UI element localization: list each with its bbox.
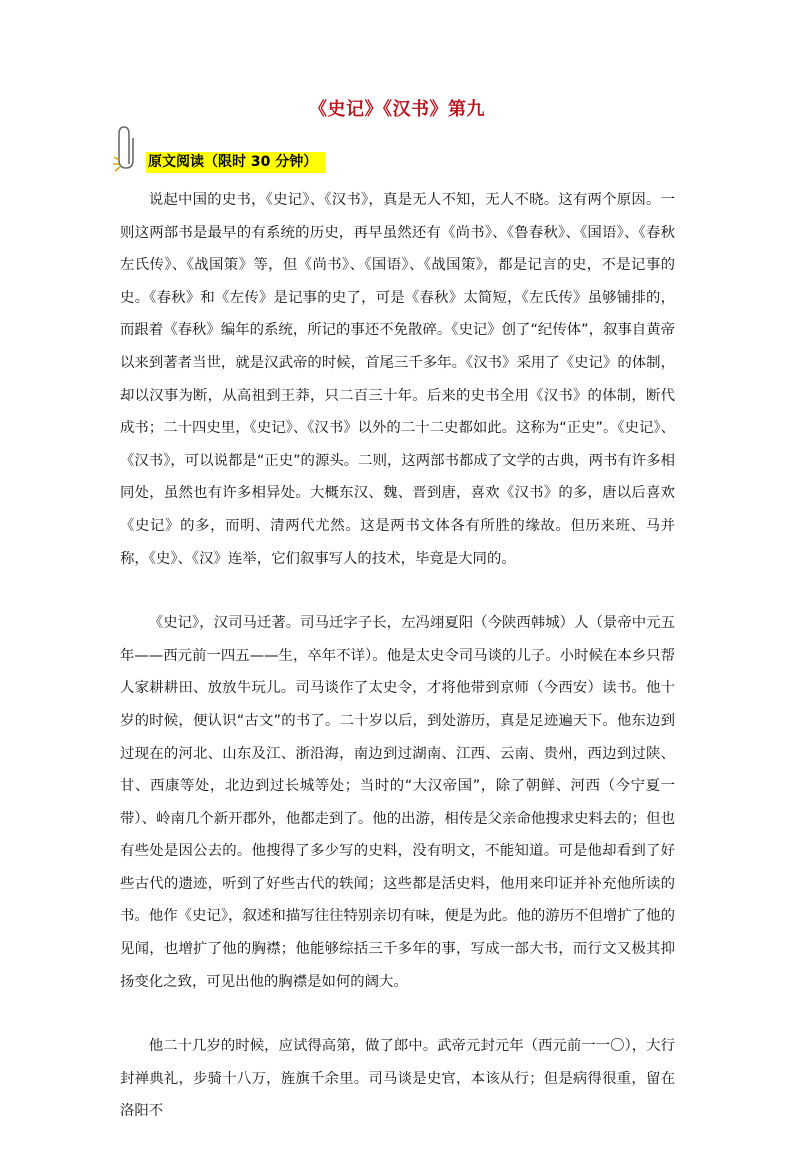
paragraph: 《史记》，汉司马迁著。司马迁字子长，左冯翊夏阳（今陕西韩城）人（景帝中元五年——西元前一四五——生，卒年不详）。他是太史令司马谈的儿子。小时候在本乡只帮人家耕耕田、放放牛玩儿。司马谈作了太史令，才将他带到京师（今西安）读书。他十岁的时候，便认识“古文”的书了。二十岁以后，到处游历，真是足迹遍天下。他东边到过现在的河北、山东及江、浙沿海，南边到过湖南、江西、云南、贵州，西边到过陕、甘、西康等处，北边到过长城等处；当时的“大汉帝国”，除了朝鲜、河西（今宁夏一带）、岭南几个新开郡外，他都走到了。他的出游，相传是父亲命他搜求史料去的；但也有些处是因公去的。他搜得了多少写的史料，没有明文，不能知道。可是他却看到了好些古代的遗迹，听到了好些古代的轶闻；这些都是活史料，他用来印证并补充他所读的书。他作《史记》，叙述和描写往往特别亲切有味，便是为此。他的游历不但增扩了他的见闻，也增扩了他的胸襟；他能够综括三千多年的事，写成一部大书，而行文又极其抑扬变化之致，可见出他的胸襟是如何的阔大。 — [120, 615, 675, 990]
page-title: 《史记》《汉书》第九 — [309, 99, 485, 120]
paragraph: 他二十几岁的时候，应试得高第，做了郎中。武帝元封元年（西元前一一〇），大行封禅典礼，步骑十八万，旌旗千余里。司马谈是史官，本该从行；但是病得很重，留在洛阳不 — [120, 1038, 675, 1120]
paperclip-icon — [112, 124, 142, 174]
article-body — [120, 184, 675, 1160]
section-label: 原文阅读（限时 30 分钟） — [146, 152, 325, 173]
paragraph: 说起中国的史书，《史记》、《汉书》，真是无人不知，无人不晓。这有两个原因。一则这两部书是最早的有系统的历史，再早虽然还有《尚书》、《鲁春秋》、《国语》、《春秋左氏传》、《战国策》等，但《尚书》、《国语》、《战国策》，都是记言的史，不是记事的史。《春秋》和《左传》是记事的史了，可是《春秋》太简短，《左氏传》虽够铺排的，而跟着《春秋》编年的系统，所记的事还不免散碎。《史记》创了“纪传体”，叙事自黄帝以来到著者当世，就是汉武帝的时候，首尾三千多年。《汉书》采用了《史记》的体制，却以汉事为断，从高祖到王莽，只二百三十年。后来的史书全用《汉书》的体制，断代成书；二十四史里，《史记》、《汉书》以外的二十二史都如此。这称为“正史”。《史记》、《汉书》，可以说都是“正史”的源头。二则，这两部书都成了文学的古典，两书有许多相同处，虽然也有许多相异处。大概东汉、魏、晋到唐，喜欢《汉书》的多，唐以后喜欢《史记》的多，而明、清两代尤然。这是两书文体各有所胜的缘故。但历来班、马并称，《史》、《汉》连举，它们叙事写人的技术，毕竟是大同的。 — [120, 192, 675, 567]
